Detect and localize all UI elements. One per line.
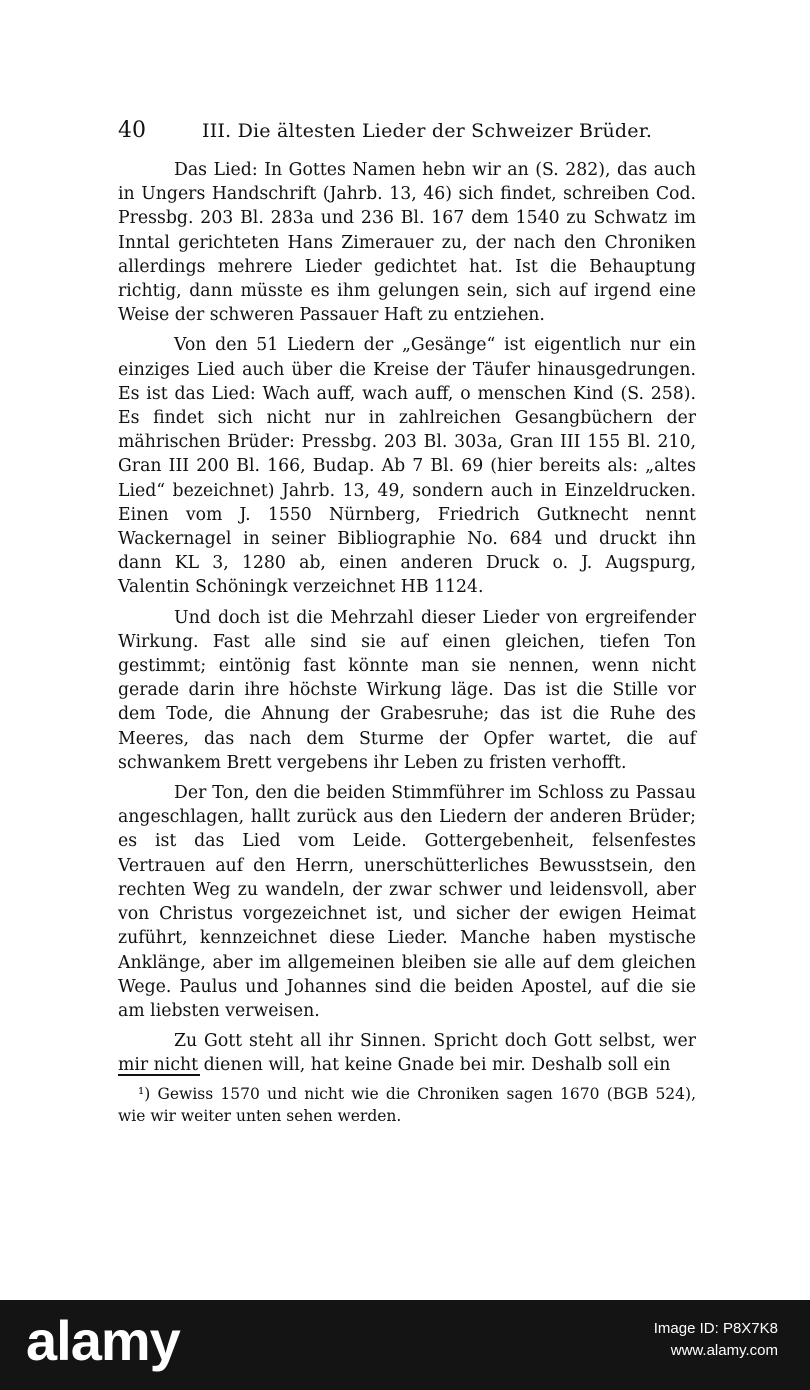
page-number: 40 (118, 118, 146, 143)
stock-watermark-bar (0, 1300, 810, 1390)
paragraph: Und doch ist die Mehrzahl dieser Lieder von ergreifender Wirkung. Fast alle sind sie auf einen gleichen, tiefen Ton gestimmt; eintönig fast könnte man sie nennen, wenn nicht gerade darin ihre höchste Wirkung läge. Das ist die Stille vor dem Tode, die Ahnung der Grabesruhe; das ist die Ruhe des Meeres, das nach dem Sturme der Opfer wartet, die auf schwankem Brett vergebens ihr Leben zu fristen verhofft. (118, 607, 696, 773)
stock-image-info (654, 1318, 778, 1362)
page-header (118, 118, 698, 148)
stock-image-id: Image ID: P8X7K8 (653, 1320, 778, 1337)
paragraph: Zu Gott steht all ihr Sinnen. Spricht doch Gott selbst, wer mir nicht dienen will, hat keine Gnade bei mir. Deshalb soll ein (118, 1031, 696, 1076)
paragraph: Von den 51 Liedern der „Gesänge“ ist eigentlich nur ein einziges Lied auch über die Kreise der Täufer hinausgedrungen. Es ist das Lied: Wach auff, wach auff, o menschen Kind (S. 258). Es findet sich nicht nur in zahlreichen Gesangbüchern der mährischen Brüder: Pressbg. 203 Bl. 303a, Gran III 155 Bl. 210, Gran III 200 Bl. 166, Budap. Ab 7 Bl. 69 (hier bereits als: „altes Lied“ bezeichnet) Jahrb. 13, 49, sondern auch in Einzeldrucken. Einen vom J. 1550 Nürnberg, Friedrich Gutknecht nennt Wackernagel in seiner Bibliographie No. 684 und druckt ihn dann KL 3, 1280 ab, einen anderen Druck o. J. Augspurg, Valentin Schöningk verzeichnet HB 1124. (118, 335, 696, 598)
stock-logo: alamy (26, 1309, 180, 1372)
paragraph: Das Lied: In Gottes Namen hebn wir an (S. 282), das auch in Ungers Handschrift (Jahrb. 13, 46) sich findet, schreiben Cod. Pressbg. 203 Bl. 283a und 236 Bl. 167 dem 1540 zu Schwatz im Inntal gerichteten Hans Zimerauer zu, der nach den Chroniken allerdings mehrere Lieder gedichtet hat. Ist die Behauptung richtig, dann müsste es ihm gelungen sein, sich auf irgend eine Weise der schweren Passauer Haft zu entziehen. (118, 160, 696, 326)
footnote: ¹) Gewiss 1570 und nicht wie die Chroniken sagen 1670 (BGB 524), wie wir weiter unten sehen werden. (118, 1085, 696, 1125)
running-title: III. Die ältesten Lieder der Schweizer Brüder. (202, 120, 653, 142)
body-text (118, 158, 696, 1084)
paragraph: Der Ton, den die beiden Stimmführer im Schloss zu Passau angeschlagen, hallt zurück aus den Liedern der anderen Brüder; es ist das Lied vom Leide. Gottergebenheit, felsenfestes Vertrauen auf den Herrn, unerschütterliches Bewusstsein, den rechten Weg zu wandeln, der zwar schwer und leidensvoll, aber von Christus vorgezeichnet ist, und sicher der ewigen Heimat zuführt, kennzeichnet diese Lieder. Manche haben mystische Anklänge, aber im allgemeinen bleiben sie alle auf dem gleichen Wege. Paulus und Johannes sind die beiden Apostel, auf die sie am liebsten verweisen. (118, 783, 696, 1021)
stock-site-url: www.alamy.com (670, 1342, 778, 1359)
footnote-divider (118, 1074, 200, 1076)
